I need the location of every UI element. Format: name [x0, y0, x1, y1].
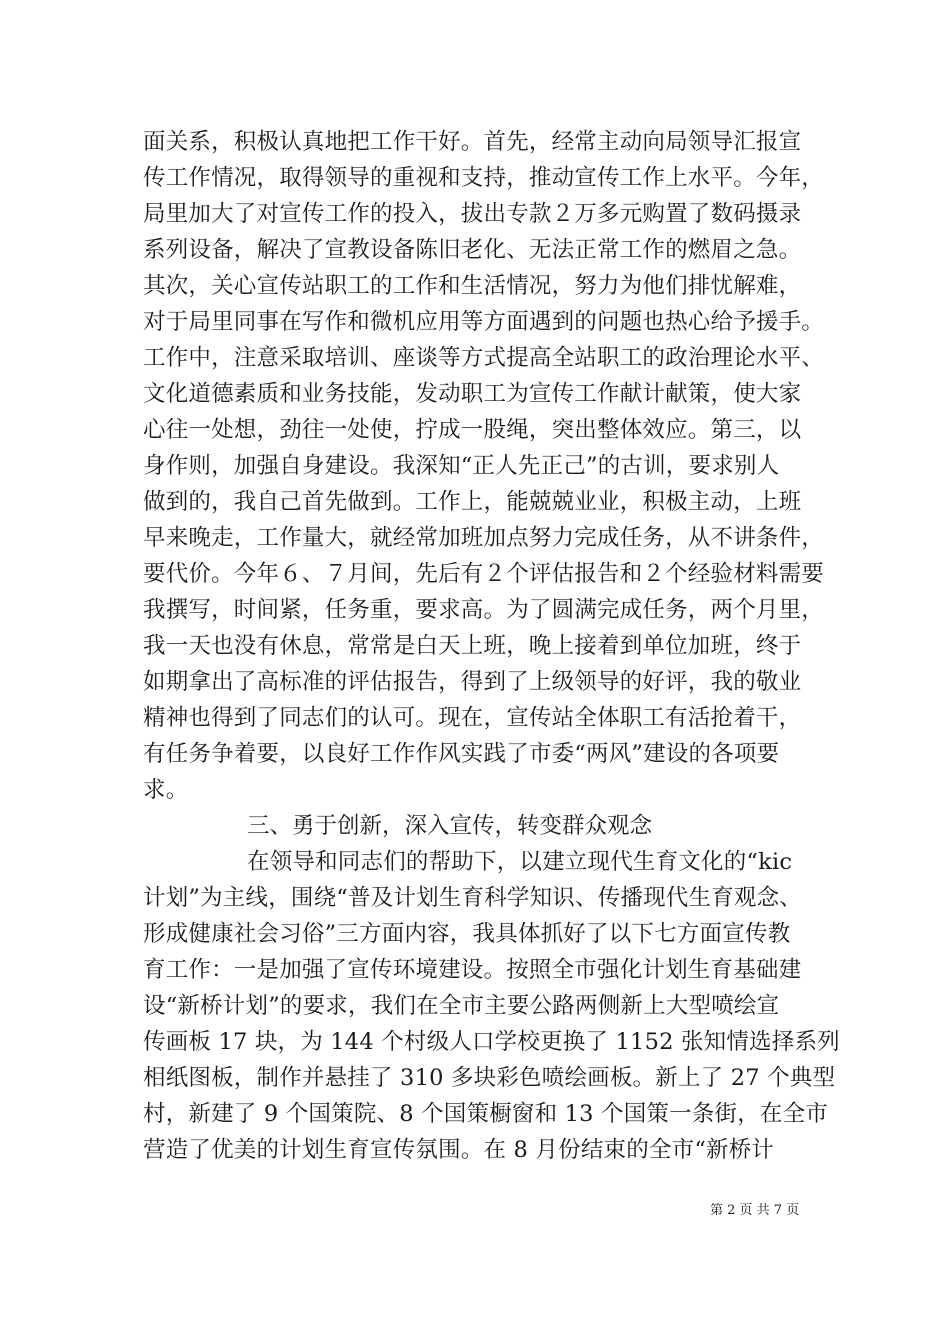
body-line: 心往一处想，劲往一处使，拧成一股绳，突出整体效应。第三，以 — [143, 417, 802, 443]
body-line: 面关系，积极认真地把工作干好。首先，经常主动向局领导汇报宣 — [143, 129, 802, 155]
body-line: 系列设备，解决了宣教设备陈旧老化、无法正常工作的燃眉之急。 — [143, 237, 802, 263]
body-line: 传工作情况，取得领导的重视和支持，推动宣传工作上水平。今年， — [143, 165, 825, 191]
body-line: 育工作：一是加强了宣传环境建设。按照全市强化计划生育基础建 — [143, 957, 802, 983]
section-heading: 三、勇于创新，深入宣传，转变群众观念 — [247, 813, 653, 839]
body-line: 设“新桥计划”的要求，我们在全市主要公路两侧新上大型喷绘宣 — [143, 993, 780, 1019]
body-line: 营造了优美的计划生育宣传氛围。在 8 月份结束的全市“新桥计 — [143, 1137, 775, 1163]
body-line: 局里加大了对宣传工作的投入，拔出专款２万多元购置了数码摄录 — [143, 201, 802, 227]
body-line: 其次，关心宣传站职工的工作和生活情况，努力为他们排忧解难， — [143, 273, 802, 299]
body-line: 文化道德素质和业务技能，发动职工为宣传工作献计献策，使大家 — [143, 381, 802, 407]
body-line: 在领导和同志们的帮助下，以建立现代生育文化的“kic — [247, 849, 793, 875]
body-line: 精神也得到了同志们的认可。现在，宣传站全体职工有活抢着干， — [143, 705, 802, 731]
body-line: 形成健康社会习俗”三方面内容，我具体抓好了以下七方面宣传教 — [143, 921, 791, 947]
body-line: 做到的，我自己首先做到。工作上，能兢兢业业，积极主动，上班 — [143, 489, 802, 515]
body-line: 工作中，注意采取培训、座谈等方式提高全站职工的政治理论水平、 — [143, 345, 825, 371]
body-line: 村，新建了 9 个国策院、8 个国策橱窗和 13 个国策一条街，在全市 — [143, 1101, 829, 1127]
page-footer: 第 2 页 共 7 页 — [710, 1203, 800, 1218]
body-line: 求。 — [143, 777, 189, 803]
body-line: 传画板 17 块，为 144 个村级人口学校更换了 1152 张知情选择系列 — [143, 1029, 840, 1055]
body-line: 如期拿出了高标准的评估报告，得到了上级领导的好评，我的敬业 — [143, 669, 802, 695]
body-line: 要代价。今年６、７月间，先后有２个评估报告和２个经验材料需要 — [143, 561, 825, 587]
body-line: 我撰写，时间紧，任务重，要求高。为了圆满完成任务，两个月里， — [143, 597, 825, 623]
body-line: 早来晚走，工作量大，就经常加班加点努力完成任务，从不讲条件， — [143, 525, 825, 551]
body-line: 相纸图板，制作并悬挂了 310 多块彩色喷绘画板。新上了 27 个典型 — [143, 1065, 836, 1091]
body-line: 我一天也没有休息，常常是白天上班，晚上接着到单位加班，终于 — [143, 633, 802, 659]
body-line: 身作则，加强自身建设。我深知“正人先正己”的古训，要求别人 — [143, 453, 780, 479]
body-line: 对于局里同事在写作和微机应用等方面遇到的问题也热心给予援手。 — [143, 309, 825, 335]
body-line: 计划”为主线，围绕“普及计划生育科学知识、传播现代生育观念、 — [143, 885, 803, 911]
body-line: 有任务争着要，以良好工作作风实践了市委“两风”建设的各项要 — [143, 741, 780, 767]
